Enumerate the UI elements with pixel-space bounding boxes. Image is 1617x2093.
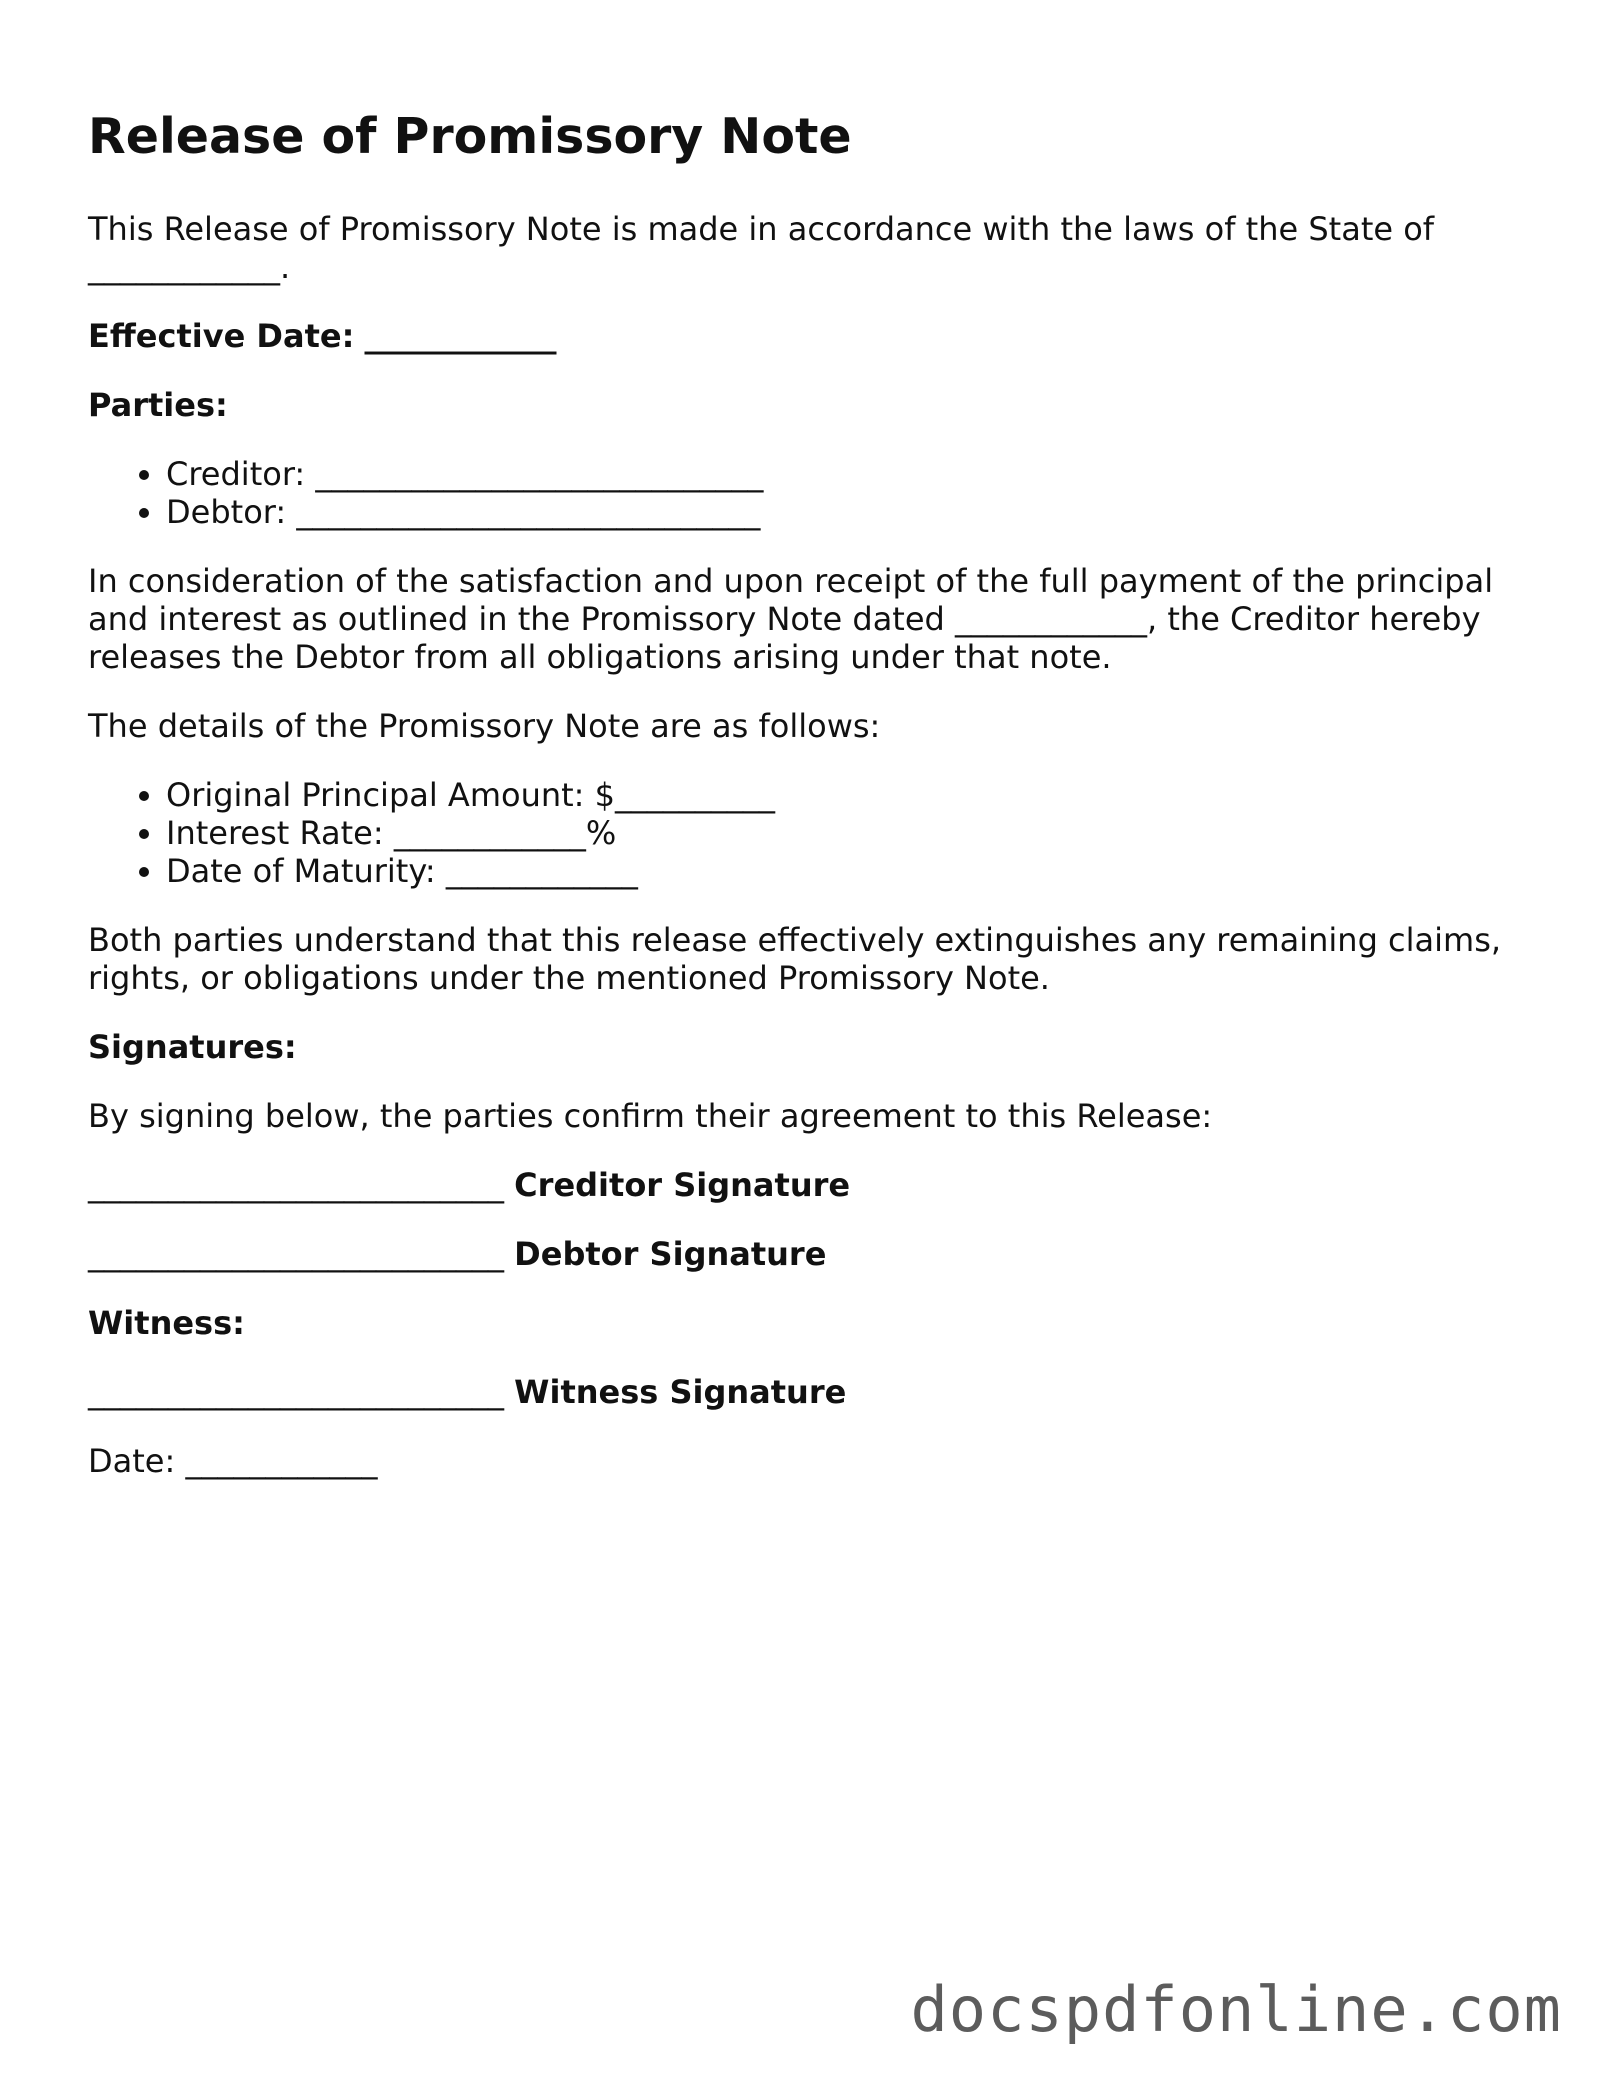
debtor-signature-label: Debtor Signature [514, 1235, 827, 1273]
effective-date-label: Effective Date: [88, 317, 355, 355]
creditor-signature-label: Creditor Signature [514, 1166, 851, 1204]
party-creditor: • Creditor: ____________________________ [166, 455, 1528, 493]
witness-heading: Witness: [88, 1304, 245, 1342]
party-debtor: • Debtor: _____________________________ [166, 493, 1528, 531]
intro-paragraph: This Release of Promissory Note is made in accordance with the laws of the State of ____________. [88, 210, 1435, 286]
creditor-signature-blank: __________________________ [88, 1166, 504, 1204]
document-title: Release of Promissory Note [88, 108, 852, 165]
debtor-signature-blank: __________________________ [88, 1235, 504, 1273]
watermark: docspdfonline.com [910, 1973, 1562, 2046]
detail-maturity-date: • Date of Maturity: ____________ [166, 852, 1528, 890]
witness-signature-line [88, 1373, 1528, 1411]
effective-date-line [88, 317, 1528, 355]
effective-date-blank: ____________ [364, 317, 557, 355]
details-list [88, 776, 1528, 890]
creditor-signature-line [88, 1166, 1528, 1204]
witness-signature-blank: __________________________ [88, 1373, 504, 1411]
parties-list [88, 455, 1528, 531]
parties-heading: Parties: [88, 386, 228, 424]
understanding-paragraph: Both parties understand that this release effectively extinguishes any remaining claims, rights, or obligations under the mentioned Promissory Note. [88, 921, 1502, 997]
document-page [88, 108, 1528, 1511]
consideration-paragraph: In consideration of the satisfaction and upon receipt of the full payment of the principal and interest as outlined in the Promissory Note dated ____________, the Creditor hereby releases the Debtor from all obligations arising under that note. [88, 562, 1494, 676]
signatures-heading: Signatures: [88, 1028, 297, 1066]
date-line: Date: ____________ [88, 1442, 378, 1480]
detail-interest-rate: • Interest Rate: ____________% [166, 814, 1528, 852]
details-intro: The details of the Promissory Note are as follows: [88, 707, 881, 745]
signatures-intro: By signing below, the parties confirm their agreement to this Release: [88, 1097, 1213, 1135]
detail-principal-amount: • Original Principal Amount: $__________ [166, 776, 1528, 814]
debtor-signature-line [88, 1235, 1528, 1273]
witness-signature-label: Witness Signature [514, 1373, 847, 1411]
